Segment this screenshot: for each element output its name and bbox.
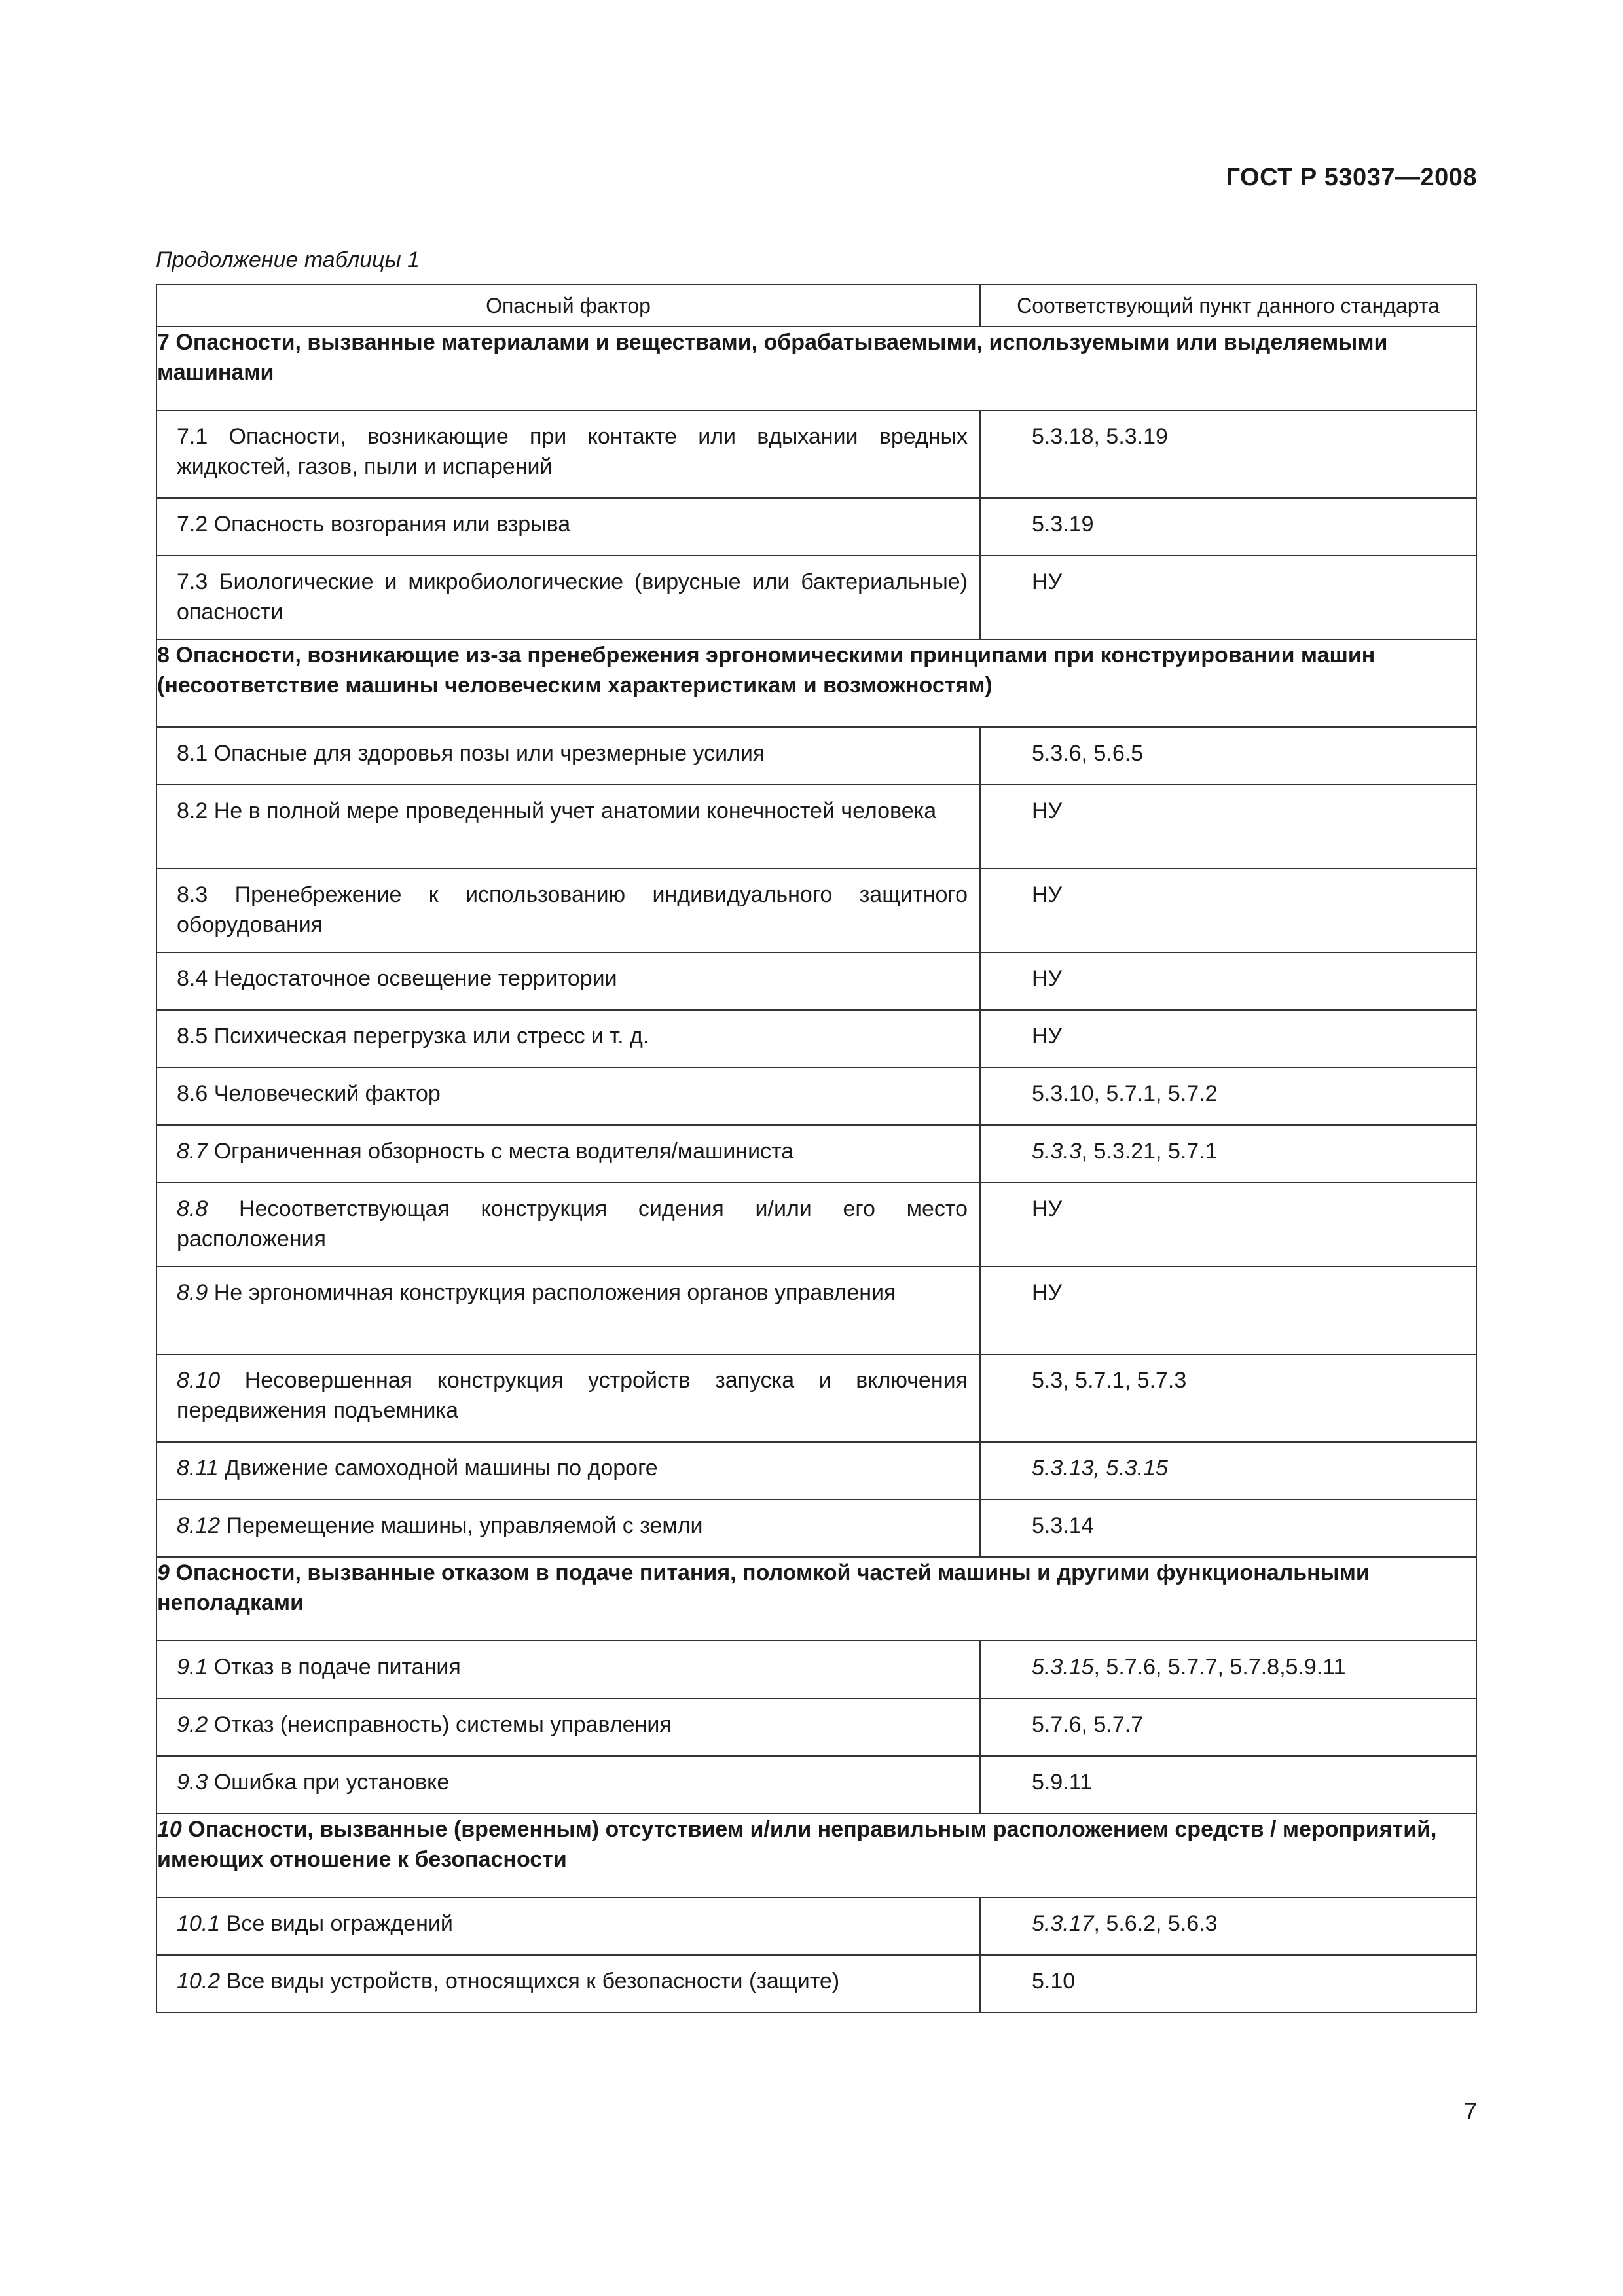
hazard-cell: 8.2 Не в полной мере проведенный учет анатомии конечностей человека <box>156 785 980 869</box>
hazard-cell: 9.1 Отказ в подаче питания <box>156 1641 980 1698</box>
clause-cell: НУ <box>980 556 1476 639</box>
clause-cell: 5.3.6, 5.6.5 <box>980 727 1476 785</box>
hazard-cell: 10.1 Все виды ограждений <box>156 1897 980 1955</box>
table-row <box>156 1499 1476 1557</box>
section-row <box>156 1557 1476 1641</box>
page-number: 7 <box>1463 2098 1477 2125</box>
section-cell: 10 Опасности, вызванные (временным) отсутствием и/или неправильным расположением средств / мероприятий, имеющих отношение к безопасности <box>156 1814 1476 1897</box>
clause-cell: 5.3.19 <box>980 498 1476 556</box>
table-row <box>156 1266 1476 1354</box>
table-row <box>156 1183 1476 1266</box>
document-code: ГОСТ Р 53037—2008 <box>1226 164 1477 191</box>
section-cell: 9 Опасности, вызванные отказом в подаче питания, поломкой частей машины и другими функциональными неполадками <box>156 1557 1476 1641</box>
table-row <box>156 556 1476 639</box>
hazard-cell: 8.12 Перемещение машины, управляемой с земли <box>156 1499 980 1557</box>
hazard-cell: 8.5 Психическая перегрузка или стресс и т. д. <box>156 1010 980 1067</box>
clause-cell: 5.3.10, 5.7.1, 5.7.2 <box>980 1067 1476 1125</box>
clause-cell: НУ <box>980 1183 1476 1266</box>
table-row <box>156 1756 1476 1814</box>
table-row <box>156 1698 1476 1756</box>
table-row <box>156 1125 1476 1183</box>
hazard-cell: 10.2 Все виды устройств, относящихся к безопасности (защите) <box>156 1955 980 2013</box>
clause-cell: 5.3.14 <box>980 1499 1476 1557</box>
hazard-cell: 8.1 Опасные для здоровья позы или чрезмерные усилия <box>156 727 980 785</box>
table-row <box>156 727 1476 785</box>
table-row <box>156 1010 1476 1067</box>
table-row <box>156 785 1476 869</box>
section-cell: 8 Опасности, возникающие из-за пренебрежения эргономическими принципами при конструировании машин (несоответствие машины человеческим характеристикам и возможностям) <box>156 639 1476 727</box>
clause-cell: НУ <box>980 785 1476 869</box>
table-row <box>156 498 1476 556</box>
hazard-cell: 8.9 Не эргономичная конструкция расположения органов управления <box>156 1266 980 1354</box>
clause-cell: НУ <box>980 952 1476 1010</box>
section-row <box>156 1814 1476 1897</box>
clause-cell: 5.10 <box>980 1955 1476 2013</box>
clause-cell: 5.7.6, 5.7.7 <box>980 1698 1476 1756</box>
hazard-cell: 8.6 Человеческий фактор <box>156 1067 980 1125</box>
clause-cell: 5.9.11 <box>980 1756 1476 1814</box>
hazard-cell: 9.2 Отказ (неисправность) системы управления <box>156 1698 980 1756</box>
hazard-cell: 8.7 Ограниченная обзорность с места водителя/машиниста <box>156 1125 980 1183</box>
hazard-cell: 8.10 Несовершенная конструкция устройств запуска и включения передвижения подъемника <box>156 1354 980 1442</box>
hazard-cell: 7.1 Опасности, возникающие при контакте или вдыхании вредных жидкостей, газов, пыли и испарений <box>156 410 980 498</box>
hazard-cell: 8.11 Движение самоходной машины по дороге <box>156 1442 980 1499</box>
hazard-cell: 7.2 Опасность возгорания или взрыва <box>156 498 980 556</box>
clause-cell: 5.3.15, 5.7.6, 5.7.7, 5.7.8,5.9.11 <box>980 1641 1476 1698</box>
table-row <box>156 869 1476 952</box>
hazard-cell: 7.3 Биологические и микробиологические (вирусные или бактериальные) опасности <box>156 556 980 639</box>
table-row <box>156 410 1476 498</box>
table-caption: Продолжение таблицы 1 <box>156 247 420 272</box>
hazard-cell: 8.8 Несоответствующая конструкция сидения и/или его место расположения <box>156 1183 980 1266</box>
table-row <box>156 952 1476 1010</box>
table-row <box>156 1897 1476 1955</box>
table-header-row <box>156 285 1476 327</box>
column-header-hazard: Опасный фактор <box>156 285 980 327</box>
clause-cell: НУ <box>980 1010 1476 1067</box>
clause-cell: НУ <box>980 1266 1476 1354</box>
section-row <box>156 639 1476 727</box>
section-row <box>156 327 1476 410</box>
table-row <box>156 1354 1476 1442</box>
clause-cell: 5.3, 5.7.1, 5.7.3 <box>980 1354 1476 1442</box>
clause-cell: 5.3.18, 5.3.19 <box>980 410 1476 498</box>
hazard-cell: 9.3 Ошибка при установке <box>156 1756 980 1814</box>
table-row <box>156 1641 1476 1698</box>
clause-cell: НУ <box>980 869 1476 952</box>
table-row <box>156 1067 1476 1125</box>
clause-cell: 5.3.3, 5.3.21, 5.7.1 <box>980 1125 1476 1183</box>
section-cell: 7 Опасности, вызванные материалами и веществами, обрабатываемыми, используемыми или выделяемыми машинами <box>156 327 1476 410</box>
hazard-cell: 8.3 Пренебрежение к использованию индивидуального защитного оборудования <box>156 869 980 952</box>
hazards-table <box>156 284 1477 2013</box>
clause-cell: 5.3.13, 5.3.15 <box>980 1442 1476 1499</box>
hazard-cell: 8.4 Недостаточное освещение территории <box>156 952 980 1010</box>
table-row <box>156 1955 1476 2013</box>
table-row <box>156 1442 1476 1499</box>
column-header-clause: Соответствующий пункт данного стандарта <box>980 285 1476 327</box>
clause-cell: 5.3.17, 5.6.2, 5.6.3 <box>980 1897 1476 1955</box>
